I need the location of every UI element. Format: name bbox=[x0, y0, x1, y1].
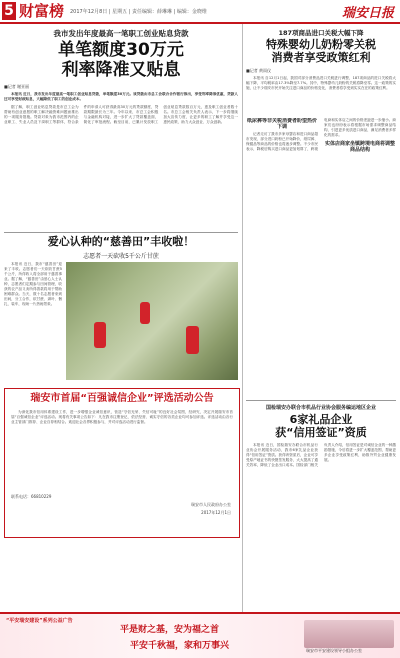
story-loan-body-text: 据了解，职工创业贴息贷款是市总工会为帮助有创业意愿的职工解决融资难问题而推出的一项服务措施。贷款对象为我市范围内的企业职工、失业人员及下岗职工等群体，符合条件的申请人可获得最高30万元的贷款额度，贷款期限最长为三年。今年以来，市总工会积极与金融机构对接，进一步扩大了贷款覆盖面，简化了审批流程。截至目前，已累计发放职工创业贴息贷款数百万元，惠及职工创业者数十名。市总工会相关负责人表示，下一步将继续加大宣传力度，让更多的职工了解并享受这一惠民政策，助力大众创业、万众创新。 bbox=[4, 105, 238, 125]
notice-contact: 联系电话：66810229 bbox=[11, 493, 52, 499]
ad-slogan-1: 平是财之基，安为福之首 bbox=[120, 625, 220, 635]
story-tariff bbox=[246, 28, 396, 328]
ad-series: “平安瑞安建设”系列公益广告 bbox=[6, 618, 73, 624]
story-loan-byline: ■记者 谢亚丽 bbox=[4, 84, 30, 90]
story-tariff-headline-2: 消费者享受政策红利 bbox=[271, 50, 371, 64]
notice-title: 瑞安市首届“百强诚信企业”评选活动公告 bbox=[30, 393, 214, 404]
story-loan-lead-text: 本报讯 近日，我市发出年度最高一笔职工创业贴息贷款，单笔额度30万元。该贷款由市总工会联合合作银行推出，享受利率降准优惠，贷款人还可享受财政贴息，大幅降低了职工的创业成本。 bbox=[4, 92, 238, 102]
divider bbox=[246, 400, 396, 401]
story-loan-subtitle: 我市发出年度最高一笔职工创业贴息贷款 bbox=[53, 29, 189, 38]
story-gift-headline-1: 6家礼品企业 bbox=[289, 413, 353, 426]
story-tariff-lead bbox=[246, 76, 396, 114]
story-loan-lead bbox=[4, 92, 238, 102]
story-gift-body bbox=[246, 443, 396, 603]
section-title: 财富榜 bbox=[19, 2, 65, 20]
public-service-ad bbox=[0, 612, 400, 658]
story-gift-headline-2: 获“信用签证”资质 bbox=[275, 425, 367, 439]
notice-date: 2017年12月1日 bbox=[201, 509, 231, 515]
column-divider bbox=[242, 24, 243, 614]
story-charity-subtitle: 志愿者一天砍收5千公斤甘蔗 bbox=[83, 252, 159, 260]
story-charity-body-text: 本报讯 近日，我市“慈善田”迎来了丰收。志愿者们一天砍收甘蔗5千公斤，所得收入将全部用于慈善事业。据了解，“慈善田”由爱心人士认种，志愿者们定期参与田间管理，收获的农产品义卖所得善款将用于帮助困难群众。当天，数十名志愿者来到田间，分工合作，砍甘蔗、剥叶、捆扎、装车，现场一片热闹景象。 bbox=[4, 262, 62, 306]
ad-illustration bbox=[304, 620, 394, 648]
notice-body-text: 为深化我市信用体系建设工作，进一步增强企业诚信意识，营造“守信光荣、失信可耻”的良好社会氛围，经研究，决定开展瑞安市首届“百强诚信企业”评选活动。现将有关事项公告如下：凡在我市注册登记、依法经营、诚实守信的各类企业均可参加评选。评选活动由各行业主管部门推荐、企业自荐相结合。欢迎社会各界积极参与，并对评选活动进行监督。 bbox=[11, 409, 233, 424]
story-loan-headline-2: 利率降准又贴息 bbox=[61, 59, 181, 80]
ad-sponsor: 瑞安市平安建设领导小组办公室 bbox=[306, 648, 362, 653]
story-tariff-headline-1: 特殊婴幼儿奶粉零关税 bbox=[266, 38, 376, 51]
story-loan-headline-1: 单笔额度30万元 bbox=[58, 40, 184, 60]
newspaper-logo: 瑞安日报 bbox=[341, 6, 394, 21]
volunteer-figure bbox=[140, 302, 150, 324]
story-tariff-section-2: 实体店商家坐镇跨境电商将调整商品结构 bbox=[324, 141, 395, 154]
issue-meta: 2017年12月8日 | 星期五 | 责任编辑：薛琳琳 | 编辑：金晓维 bbox=[70, 9, 207, 15]
story-gift-subtitle: 国检瑞安办联合市机品行业协会服务编运地区企业 bbox=[265, 405, 376, 411]
story-tariff-section-1: 纸尿裤等非关税消费者盼望热价下调 bbox=[246, 118, 317, 131]
story-loan bbox=[4, 28, 238, 215]
volunteer-figure bbox=[186, 326, 199, 354]
story-tariff-body-text: 记者走访了我市多家母婴店和进口商品超市发现，部分进口奶粉已开始降价，纸尿裤、保健品等商品的价格也将逐步调整。不少市民表示，降税后购买进口商品更加划算了，跨境电商和实体店之间的价格差距进一步缩小。商家们也纷纷表示将根据市场需求调整商品结构，引进更多优质进口商品，满足消费者多样化的需求。 bbox=[246, 118, 396, 152]
story-tariff-subtitle: 187项商品进口关税大幅下降 bbox=[278, 29, 364, 37]
ad-slogan-2: 平安千秋福，家和万事兴 bbox=[130, 641, 230, 651]
story-loan-body bbox=[4, 105, 238, 215]
volunteer-figure bbox=[94, 322, 106, 348]
story-charity-headline: 爱心认种的“慈善田”丰收啦！ bbox=[47, 235, 195, 248]
story-tariff-lead-text: 本报讯 自12月1日起，我国对部分消费品进口关税进行调整，187项商品的进口关税将大幅下降，平均税率由17.3%降至7.7%。其中，特殊婴幼儿奶粉的关税将降至零。这一政策的实施，让不少瑞安市民开始关注进口商品的价格变化，消费者将享受到实实在在的政策红利。 bbox=[246, 76, 396, 91]
notice-box bbox=[4, 388, 240, 538]
page-number: 5 bbox=[2, 2, 16, 20]
divider bbox=[4, 232, 238, 233]
sugarcane-field-photo bbox=[66, 262, 238, 380]
story-charity-body bbox=[4, 262, 62, 382]
story-gift-body-text: 本报讯 近日，国检瑞安办联合市机品行业协会开展服务活动，我市6家礼品企业获得“信用签证”资质。获得该资质后，企业可享受原产地证书的快捷签发服务，大大提高了通关效率，降低了企业出口成本。国检部门相关负责人介绍，信用签证是对诚信企业的一种激励措施，今后将进一步扩大覆盖范围，帮助更多企业享受政策红利，助推外贸企业健康发展。 bbox=[246, 443, 396, 468]
story-gift-companies bbox=[246, 404, 396, 603]
story-tariff-byline: ■记者 黄雨仪 bbox=[246, 68, 272, 74]
story-tariff-body bbox=[246, 118, 396, 328]
notice-body bbox=[11, 410, 233, 492]
notice-org: 瑞安市人民政府办公室 bbox=[191, 501, 231, 507]
story-charity-field bbox=[4, 236, 238, 260]
